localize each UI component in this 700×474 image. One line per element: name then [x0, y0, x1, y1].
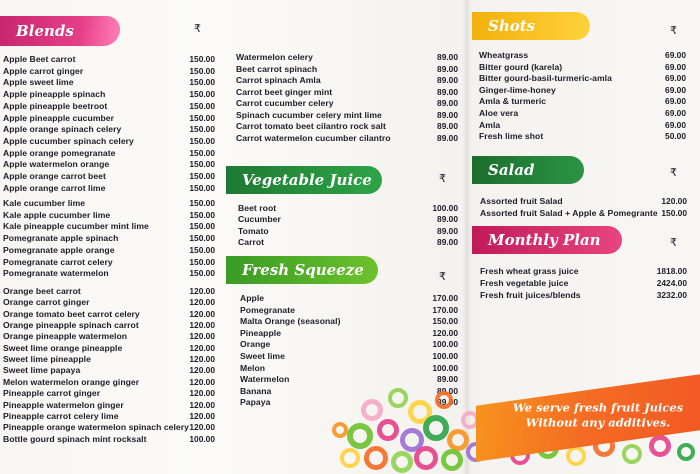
menu-item-price: 150.00 — [189, 198, 215, 208]
menu-item-name: Pineapple carrot celery lime — [3, 410, 119, 421]
menu-item-price: 150.00 — [189, 171, 215, 181]
menu-item-name: Orange pineapple watermelon — [3, 331, 128, 342]
menu-item-name: Sweet lime papaya — [3, 365, 81, 376]
menu-item-name: Pomegranate apple spinach — [3, 233, 119, 244]
menu-item-price: 150.00 — [189, 112, 215, 123]
menu-item-price: 2424.00 — [656, 277, 687, 288]
menu-item-price: 120.00 — [189, 342, 215, 353]
menu-item-price: 89.00 — [437, 385, 458, 396]
menu-item-name: Orange tomato beet carrot celery — [3, 308, 140, 319]
menu-item-price: 3232.00 — [656, 289, 687, 300]
menu-item-name: Spinach cucumber celery mint lime — [236, 109, 382, 120]
menu-item-price: 89.00 — [437, 63, 458, 74]
menu-item-name: Apple orange carrot beet — [3, 171, 106, 181]
menu-item-name: Kale pineapple cucumber mint lime — [3, 221, 149, 232]
menu-item-name: Apple orange pomegranate — [3, 147, 116, 158]
menu-item-price: 100.00 — [432, 339, 458, 350]
page-fold — [462, 0, 472, 474]
menu-item-name: Orange pineapple spinach carrot — [3, 320, 139, 331]
ring-decoration — [566, 446, 586, 466]
fresh-squeeze-currency: ₹ — [439, 270, 446, 283]
menu-item-name: Amla — [479, 119, 501, 130]
menu-item-price: 150.00 — [189, 100, 215, 111]
menu-item-name: Apple — [240, 293, 265, 303]
menu-item-price: 69.00 — [665, 84, 686, 95]
menu-item-price: 69.00 — [665, 108, 686, 118]
menu-item-name: Cucumber — [238, 214, 281, 225]
menu-item-name: Apple cucumber spinach celery — [3, 135, 134, 146]
menu-item-name: Pineapple orange watermelon spinach celery — [3, 422, 189, 433]
menu-item-price: 89.00 — [437, 52, 458, 62]
menu-item-price: 120.00 — [189, 376, 215, 387]
menu-item-name: Carrot cucumber celery — [236, 98, 334, 108]
menu-item-name: Malta Orange (seasonal) — [240, 316, 341, 327]
ring-decoration — [622, 444, 642, 464]
vegetable-juice-banner — [226, 166, 382, 194]
menu-item-price: 150.00 — [189, 54, 215, 64]
ring-decoration — [340, 448, 360, 468]
menu-item-name: Watermelon celery — [236, 52, 313, 62]
menu-item-name: Carrot watermelon cucumber cilantro — [236, 132, 391, 143]
menu-item-name: Apple orange spinach celery — [3, 124, 122, 135]
menu-item-price: 89.00 — [437, 214, 458, 225]
ring-decoration — [435, 391, 453, 409]
menu-item-name: Pomegranate — [240, 304, 295, 315]
menu-item-price: 100.00 — [432, 203, 458, 213]
menu-item-price: 170.00 — [432, 293, 458, 303]
menu-item-name: Sweet lime pineapple — [3, 354, 91, 365]
menu-item-price: 69.00 — [665, 61, 686, 72]
menu-item-price: 89.00 — [437, 236, 458, 247]
menu-item-name: Pineapple watermelon ginger — [3, 399, 124, 410]
menu-item-price: 69.00 — [665, 119, 686, 130]
salad-currency: ₹ — [670, 166, 677, 179]
menu-item-name: Papaya — [240, 397, 271, 408]
blends-currency: ₹ — [194, 22, 201, 35]
menu-item-price: 150.00 — [189, 221, 215, 232]
ring-decoration — [347, 423, 373, 449]
menu-item-price: 100.00 — [432, 362, 458, 373]
menu-item-name: Apple Beet carrot — [3, 54, 76, 64]
menu-item-name: Assorted fruit Salad + Apple & Pomegrante — [480, 208, 658, 218]
ring-decoration — [332, 422, 348, 438]
ring-decoration — [414, 446, 438, 470]
menu-item-price: 100.00 — [432, 351, 458, 361]
shots-currency: ₹ — [670, 24, 677, 37]
menu-item-price: 150.00 — [189, 244, 215, 255]
menu-item-price: 150.00 — [189, 182, 215, 193]
tagline-line-1: We serve fresh fruit Juices — [512, 400, 684, 415]
shots-title: Shots — [488, 17, 536, 35]
menu-item-price: 150.00 — [189, 256, 215, 267]
menu-item-price: 120.00 — [189, 399, 215, 410]
ring-decoration — [441, 449, 463, 471]
menu-item-price: 120.00 — [189, 320, 215, 331]
menu-item-price: 69.00 — [665, 96, 686, 107]
menu-item-price: 120.00 — [189, 422, 215, 433]
menu-item-price: 1818.00 — [656, 266, 687, 276]
menu-item-price: 89.00 — [437, 225, 458, 236]
menu-item-price: 150.00 — [189, 233, 215, 244]
menu-item-name: Watermelon — [240, 374, 290, 385]
menu-item-name: Sweet lime — [240, 351, 285, 361]
ring-decoration — [361, 399, 383, 421]
blends-banner — [0, 16, 122, 46]
menu-item-price: 120.00 — [189, 308, 215, 319]
fresh-squeeze-banner — [226, 256, 378, 284]
menu-item-name: Tomato — [238, 225, 269, 236]
menu-item-price: 120.00 — [661, 196, 687, 206]
menu-item-price: 120.00 — [432, 327, 458, 338]
menu-item-name: Melon watermelon orange ginger — [3, 376, 140, 387]
menu-item-price: 150.00 — [189, 65, 215, 76]
menu-item-name: Carrot beet ginger mint — [236, 86, 333, 97]
menu-item-price: 170.00 — [432, 304, 458, 315]
menu-item-price: 150.00 — [189, 209, 215, 220]
vegetable-juice-currency: ₹ — [439, 172, 446, 185]
menu-item-price: 50.00 — [665, 131, 686, 142]
menu-item-name: Apple carrot ginger — [3, 65, 84, 76]
menu-item-price: 89.00 — [437, 397, 458, 408]
ring-decoration — [649, 435, 671, 457]
menu-item-name: Aloe vera — [479, 108, 519, 118]
menu-item-price: 120.00 — [189, 388, 215, 399]
menu-item-price: 150.00 — [189, 135, 215, 146]
menu-item-name: Carrot tomato beet cilantro rock salt — [236, 121, 386, 131]
ring-decoration — [364, 446, 388, 470]
menu-item-name: Bitter gourd-basil-turmeric-amla — [479, 73, 612, 84]
tagline-line-2: Without any additives. — [525, 415, 671, 430]
menu-item-price: 150.00 — [189, 124, 215, 135]
ring-decoration — [391, 451, 413, 473]
menu-item-price: 150.00 — [189, 89, 215, 100]
menu-item-price: 120.00 — [189, 331, 215, 342]
menu-item-price: 150.00 — [189, 77, 215, 88]
ring-decoration — [377, 419, 399, 441]
menu-item-name: Apple pineapple spinach — [3, 89, 106, 100]
menu-item-name: Apple watermelon orange — [3, 159, 110, 170]
menu-item-name: Apple sweet lime — [3, 77, 74, 88]
menu-item-name: Beet root — [238, 203, 277, 213]
menu-item-price: 120.00 — [189, 354, 215, 365]
menu-item-name: Kale apple cucumber lime — [3, 209, 111, 220]
menu-item-price: 89.00 — [437, 86, 458, 97]
menu-item-price: 150.00 — [661, 208, 687, 218]
menu-item-name: Apple pineapple cucumber — [3, 112, 115, 123]
monthly-plan-currency: ₹ — [670, 236, 677, 249]
menu-item-price: 150.00 — [189, 268, 215, 279]
blends-title: Blends — [16, 22, 74, 40]
menu-item-name: Apple pineapple beetroot — [3, 100, 108, 111]
menu-item-name: Fresh lime shot — [479, 131, 544, 142]
menu-item-name: Fresh fruit juices/blends — [480, 289, 581, 300]
menu-item-name: Pineapple — [240, 327, 282, 338]
menu-item-price: 150.00 — [189, 159, 215, 170]
menu-item-price: 89.00 — [437, 121, 458, 131]
menu-item-name: Orange beet carrot — [3, 286, 81, 296]
menu-item-name: Kale cucumber lime — [3, 198, 86, 208]
menu-item-price: 69.00 — [665, 73, 686, 84]
menu-item-price: 150.00 — [189, 147, 215, 158]
menu-item-name: Pomegranate watermelon — [3, 268, 109, 279]
menu-item-name: Carrot spinach Amla — [236, 75, 321, 85]
menu-item-name: Bitter gourd (karela) — [479, 61, 563, 72]
menu-item-name: Carrot — [238, 236, 265, 247]
menu-item-name: Wheatgrass — [479, 50, 529, 60]
menu-item-price: 120.00 — [189, 365, 215, 376]
menu-item-price: 89.00 — [437, 374, 458, 385]
menu-item-name: Orange carrot ginger — [3, 297, 90, 308]
menu-item-name: Amla & turmeric — [479, 96, 547, 107]
menu-item-price: 89.00 — [437, 109, 458, 120]
monthly-plan-banner — [472, 226, 622, 254]
menu-item-name: Pineapple carrot ginger — [3, 388, 101, 399]
menu-item-price: 69.00 — [665, 50, 686, 60]
salad-title: Salad — [488, 161, 535, 179]
menu-item-name: Pomegranate apple orange — [3, 244, 115, 255]
ring-decoration — [388, 388, 408, 408]
menu-item-price: 120.00 — [189, 297, 215, 308]
menu-item-price: 150.00 — [432, 316, 458, 327]
vegetable-juice-title: Vegetable Juice — [242, 171, 372, 189]
menu-item-name: Pomegranate carrot celery — [3, 256, 113, 267]
menu-item-name: Fresh wheat grass juice — [480, 266, 579, 276]
menu-item-name: Apple orange carrot lime — [3, 182, 106, 193]
menu-item-price: 89.00 — [437, 75, 458, 85]
menu-item-name: Bottle gourd spinach mint rocksalt — [3, 433, 147, 444]
menu-item-price: 120.00 — [189, 410, 215, 421]
menu-item-name: Banana — [240, 385, 272, 396]
menu-item-name: Assorted fruit Salad — [480, 196, 563, 206]
salad-banner — [472, 156, 584, 184]
shots-banner — [472, 12, 590, 40]
menu-item-price: 120.00 — [189, 286, 215, 296]
menu-item-name: Sweet lime orange pineapple — [3, 342, 123, 353]
menu-item-name: Ginger-lime-honey — [479, 84, 556, 95]
menu-item-name: Melon — [240, 362, 266, 373]
monthly-plan-title: Monthly Plan — [488, 231, 601, 249]
fresh-squeeze-title: Fresh Squeeze — [242, 261, 364, 279]
menu-item-name: Fresh vegetable juice — [480, 277, 569, 288]
menu-item-name: Beet carrot spinach — [236, 63, 318, 74]
menu-item-price: 89.00 — [437, 132, 458, 143]
menu-item-name: Orange — [240, 339, 271, 350]
ring-decoration — [677, 443, 695, 461]
ring-decoration — [423, 415, 449, 441]
menu-item-price: 100.00 — [189, 433, 215, 444]
menu-item-price: 89.00 — [437, 98, 458, 108]
